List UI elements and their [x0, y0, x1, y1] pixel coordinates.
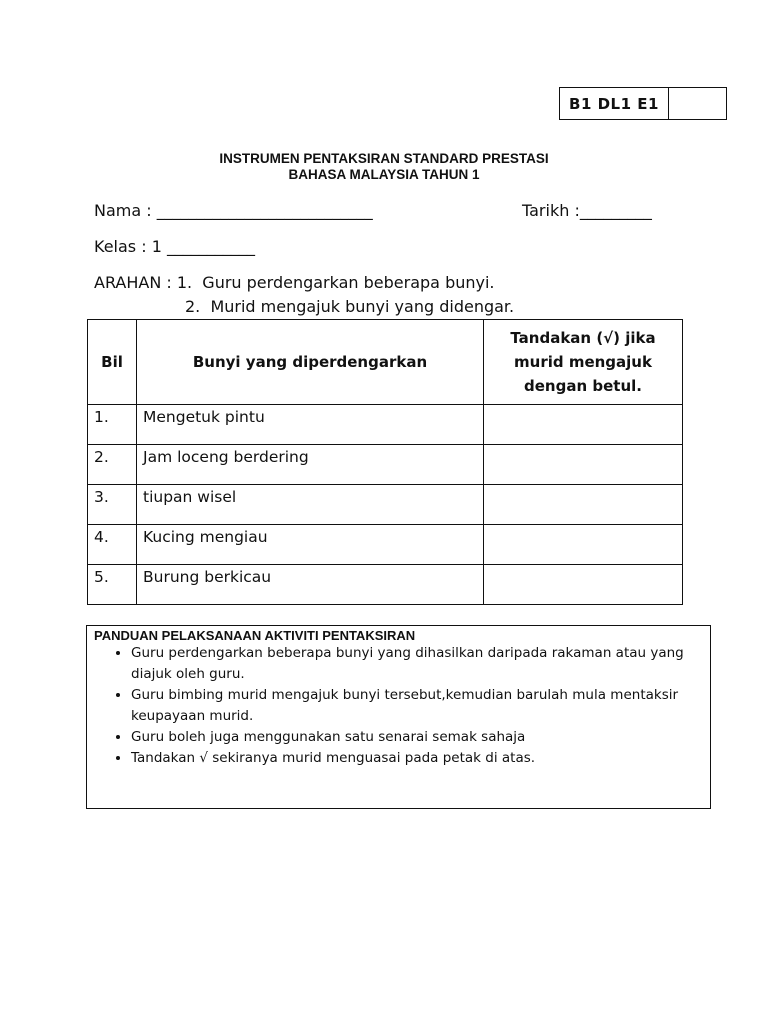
document-title: INSTRUMEN PENTAKSIRAN STANDARD PRESTASI	[219, 151, 549, 166]
header-tandakan-line3: dengan betul.	[524, 377, 642, 395]
row-item: Mengetuk pintu	[137, 405, 484, 445]
row-check-cell[interactable]	[484, 405, 683, 445]
guide-title: PANDUAN PELAKSANAAN AKTIVITI PENTAKSIRAN	[94, 628, 416, 643]
assessment-table	[87, 319, 683, 605]
table-header-row	[88, 320, 683, 405]
table-row	[88, 565, 683, 605]
row-check-cell[interactable]	[484, 485, 683, 525]
row-number: 2.	[88, 445, 137, 485]
guide-box	[86, 625, 711, 809]
table-row	[88, 485, 683, 525]
table-row	[88, 405, 683, 445]
nama-field[interactable]: Nama : ___________________________	[94, 201, 373, 220]
code-label: B1 DL1 E1	[560, 88, 669, 119]
row-check-cell[interactable]	[484, 525, 683, 565]
guide-item: • Guru boleh juga menggunakan satu senarai semak sahaja	[131, 727, 691, 748]
row-check-cell[interactable]	[484, 445, 683, 485]
tarikh-field[interactable]: Tarikh :_________	[522, 201, 652, 220]
guide-list	[87, 643, 691, 769]
arahan-line-1: ARAHAN : 1. Guru perdengarkan beberapa bunyi.	[94, 273, 495, 292]
row-number: 1.	[88, 405, 137, 445]
row-number: 4.	[88, 525, 137, 565]
kelas-field[interactable]: Kelas : 1 ___________	[94, 237, 255, 256]
table-row	[88, 525, 683, 565]
code-blank-cell[interactable]	[669, 88, 726, 119]
guide-item: • Guru bimbing murid mengajuk bunyi tersebut,kemudian barulah mula mentaksir keupayaan murid.	[131, 685, 691, 727]
guide-item: • Guru perdengarkan beberapa bunyi yang dihasilkan daripada rakaman atau yang diajuk oleh guru.	[131, 643, 691, 685]
table-row	[88, 445, 683, 485]
header-tandakan	[484, 320, 683, 405]
row-item: Burung berkicau	[137, 565, 484, 605]
header-bil: Bil	[88, 320, 137, 405]
code-box	[559, 87, 727, 120]
row-number: 5.	[88, 565, 137, 605]
row-number: 3.	[88, 485, 137, 525]
arahan-line-2: 2. Murid mengajuk bunyi yang didengar.	[185, 297, 515, 316]
row-item: Kucing mengiau	[137, 525, 484, 565]
document-subtitle: BAHASA MALAYSIA TAHUN 1	[288, 167, 480, 182]
header-tandakan-line1: Tandakan (√) jika	[510, 329, 656, 347]
row-check-cell[interactable]	[484, 565, 683, 605]
row-item: tiupan wisel	[137, 485, 484, 525]
row-item: Jam loceng berdering	[137, 445, 484, 485]
header-bunyi: Bunyi yang diperdengarkan	[137, 320, 484, 405]
guide-item: • Tandakan √ sekiranya murid menguasai pada petak di atas.	[131, 748, 691, 769]
header-tandakan-line2: murid mengajuk	[514, 353, 652, 371]
